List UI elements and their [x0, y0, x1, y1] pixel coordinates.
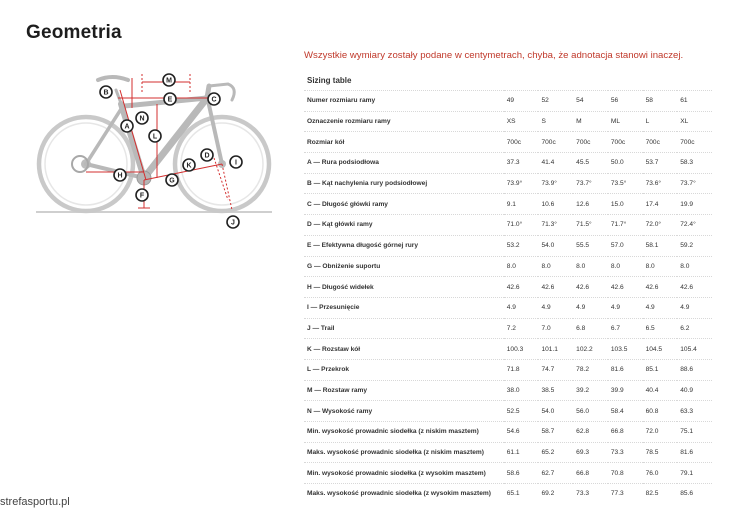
cell-value: 15.0 [608, 194, 643, 215]
cell-value: 8.0 [608, 256, 643, 277]
cell-value: 6.2 [677, 318, 712, 339]
cell-value: 62.8 [573, 422, 608, 443]
cell-value: 63.3 [677, 401, 712, 422]
cell-value: 61.1 [504, 442, 539, 463]
cell-value: 12.6 [573, 194, 608, 215]
cell-value: 81.6 [677, 442, 712, 463]
table-row [304, 380, 712, 401]
cell-value: 73.7° [677, 173, 712, 194]
cell-value: 71.8 [504, 359, 539, 380]
cell-value: 52 [538, 91, 573, 112]
cell-value: 49 [504, 91, 539, 112]
marker-e [164, 93, 176, 105]
table-row [304, 297, 712, 318]
svg-text:F: F [139, 192, 145, 200]
cell-value: 58.6 [504, 463, 539, 484]
cell-value: 104.5 [643, 339, 678, 360]
cell-value: 6.7 [608, 318, 643, 339]
cell-value: 71.7° [608, 215, 643, 236]
cell-value: 77.3 [608, 484, 643, 504]
row-label: D — Kąt główki ramy [304, 215, 504, 236]
cell-value: 8.0 [504, 256, 539, 277]
svg-text:J: J [231, 219, 235, 227]
cell-value: 73.3 [608, 442, 643, 463]
row-label: L — Przekrok [304, 359, 504, 380]
table-row [304, 153, 712, 174]
marker-b [100, 86, 112, 98]
svg-text:A: A [124, 123, 130, 131]
cell-value: 9.1 [504, 194, 539, 215]
row-label: Min. wysokość prowadnic siodełka (z wysokim masztem) [304, 463, 504, 484]
cell-value: 39.9 [608, 380, 643, 401]
cell-value: 42.6 [538, 277, 573, 298]
cell-value: 58.3 [677, 153, 712, 174]
cell-value: 52.5 [504, 401, 539, 422]
cell-value: 7.2 [504, 318, 539, 339]
svg-text:K: K [186, 162, 192, 170]
marker-m [163, 74, 175, 86]
marker-a [121, 120, 133, 132]
cell-value: 58.4 [608, 401, 643, 422]
cell-value: 78.5 [643, 442, 678, 463]
cell-value: 73.5° [608, 173, 643, 194]
row-label: Rozmiar kół [304, 132, 504, 153]
row-label: Numer rozmiaru ramy [304, 91, 504, 112]
table-row [304, 339, 712, 360]
marker-d [201, 149, 213, 161]
cell-value: 4.9 [677, 297, 712, 318]
cell-value: 85.6 [677, 484, 712, 504]
cell-value: 6.8 [573, 318, 608, 339]
table-row [304, 91, 712, 112]
cell-value: 40.9 [677, 380, 712, 401]
cell-value: 10.6 [538, 194, 573, 215]
sizing-table [304, 70, 712, 504]
cell-value: 81.6 [608, 359, 643, 380]
cell-value: 59.2 [677, 235, 712, 256]
cell-value: 101.1 [538, 339, 573, 360]
cell-value: 700c [538, 132, 573, 153]
table-row [304, 235, 712, 256]
row-label: Maks. wysokość prowadnic siodełka (z wysokim masztem) [304, 484, 504, 504]
cell-value: 82.5 [643, 484, 678, 504]
cell-value: 4.9 [538, 297, 573, 318]
cell-value: 42.6 [677, 277, 712, 298]
cell-value: 40.4 [643, 380, 678, 401]
cell-value: 74.7 [538, 359, 573, 380]
cell-value: 42.6 [608, 277, 643, 298]
cell-value: 4.9 [643, 297, 678, 318]
cell-value: 700c [573, 132, 608, 153]
cell-value: 54 [573, 91, 608, 112]
row-label: M — Rozstaw ramy [304, 380, 504, 401]
cell-value: 66.8 [608, 422, 643, 443]
cell-value: 61 [677, 91, 712, 112]
row-label: J — Trail [304, 318, 504, 339]
cell-value: 7.0 [538, 318, 573, 339]
cell-value: S [538, 111, 573, 132]
cell-value: 54.6 [504, 422, 539, 443]
cell-value: 73.9° [538, 173, 573, 194]
cell-value: 103.5 [608, 339, 643, 360]
row-label: B — Kąt nachylenia rury podsiodłowej [304, 173, 504, 194]
cell-value: 69.3 [573, 442, 608, 463]
marker-f [136, 189, 148, 201]
cell-value: 4.9 [573, 297, 608, 318]
bike-geometry-diagram [32, 68, 278, 238]
row-label: E — Efektywna długość górnej rury [304, 235, 504, 256]
cell-value: 4.9 [608, 297, 643, 318]
cell-value: 4.9 [504, 297, 539, 318]
cell-value: 700c [608, 132, 643, 153]
cell-value: 88.6 [677, 359, 712, 380]
svg-text:H: H [117, 172, 123, 180]
svg-text:E: E [167, 96, 173, 104]
table-row [304, 256, 712, 277]
footer-watermark: strefasportu.pl [0, 496, 70, 508]
cell-value: 73.3 [573, 484, 608, 504]
cell-value: 53.7 [643, 153, 678, 174]
marker-i [230, 156, 242, 168]
cell-value: 700c [677, 132, 712, 153]
cell-value: 102.2 [573, 339, 608, 360]
cell-value: 57.0 [608, 235, 643, 256]
cell-value: 75.1 [677, 422, 712, 443]
cell-value: 53.2 [504, 235, 539, 256]
table-row [304, 277, 712, 298]
cell-value: 62.7 [538, 463, 573, 484]
cell-value: ML [608, 111, 643, 132]
units-note: Wszystkie wymiary zostały podane w centymetrach, chyba, że adnotacja stanowi inaczej. [304, 50, 684, 61]
cell-value: 105.4 [677, 339, 712, 360]
table-row [304, 401, 712, 422]
cell-value: 38.5 [538, 380, 573, 401]
cell-value: 72.0 [643, 422, 678, 443]
marker-g [166, 174, 178, 186]
table-caption-row [304, 70, 712, 91]
row-label: G — Obniżenie suportu [304, 256, 504, 277]
cell-value: 700c [504, 132, 539, 153]
cell-value: 71.5° [573, 215, 608, 236]
cell-value: 37.3 [504, 153, 539, 174]
row-label: C — Długość główki ramy [304, 194, 504, 215]
cell-value: 58.1 [643, 235, 678, 256]
cell-value: 58.7 [538, 422, 573, 443]
table-caption: Sizing table [307, 75, 352, 85]
marker-k [183, 159, 195, 171]
row-label: A — Rura podsiodłowa [304, 153, 504, 174]
marker-h [114, 169, 126, 181]
cell-value: 100.3 [504, 339, 539, 360]
table-row [304, 484, 712, 504]
cell-value: 56 [608, 91, 643, 112]
cell-value: 69.2 [538, 484, 573, 504]
cell-value: M [573, 111, 608, 132]
row-label: K — Rozstaw kół [304, 339, 504, 360]
cell-value: 78.2 [573, 359, 608, 380]
cell-value: 66.8 [573, 463, 608, 484]
table-row [304, 173, 712, 194]
marker-c [208, 93, 220, 105]
marker-n [136, 112, 148, 124]
cell-value: 72.0° [643, 215, 678, 236]
cell-value: 60.8 [643, 401, 678, 422]
svg-text:L: L [152, 133, 158, 141]
cell-value: 73.9° [504, 173, 539, 194]
cell-value: 65.2 [538, 442, 573, 463]
cell-value: 42.6 [573, 277, 608, 298]
cell-value: 8.0 [677, 256, 712, 277]
cell-value: 50.0 [608, 153, 643, 174]
table-row [304, 194, 712, 215]
marker-j [227, 216, 239, 228]
cell-value: 54.0 [538, 401, 573, 422]
cell-value: 65.1 [504, 484, 539, 504]
cell-value: 79.1 [677, 463, 712, 484]
svg-text:D: D [204, 152, 210, 160]
row-label: Min. wysokość prowadnic siodełka (z niskim masztem) [304, 422, 504, 443]
cell-value: 39.2 [573, 380, 608, 401]
cell-value: 8.0 [538, 256, 573, 277]
cell-value: 56.0 [573, 401, 608, 422]
row-label: Oznaczenie rozmiaru ramy [304, 111, 504, 132]
svg-text:M: M [166, 77, 172, 85]
cell-value: L [643, 111, 678, 132]
table-row [304, 132, 712, 153]
cell-value: 58 [643, 91, 678, 112]
cell-value: 6.5 [643, 318, 678, 339]
cell-value: 42.6 [643, 277, 678, 298]
svg-text:C: C [211, 96, 217, 104]
cell-value: 8.0 [643, 256, 678, 277]
cell-value: 17.4 [643, 194, 678, 215]
svg-text:G: G [169, 177, 175, 185]
cell-value: XL [677, 111, 712, 132]
cell-value: 42.6 [504, 277, 539, 298]
cell-value: 73.7° [573, 173, 608, 194]
row-label: Maks. wysokość prowadnic siodełka (z niskim masztem) [304, 442, 504, 463]
cell-value: 45.5 [573, 153, 608, 174]
cell-value: 72.4° [677, 215, 712, 236]
page-title: Geometria [26, 22, 122, 43]
cell-value: 76.0 [643, 463, 678, 484]
cell-value: 85.1 [643, 359, 678, 380]
table-row [304, 111, 712, 132]
table-row [304, 442, 712, 463]
row-label: H — Długość widełek [304, 277, 504, 298]
svg-text:N: N [139, 115, 145, 123]
table-row [304, 359, 712, 380]
cell-value: 8.0 [573, 256, 608, 277]
cell-value: 700c [643, 132, 678, 153]
svg-text:B: B [103, 89, 109, 97]
cell-value: 54.0 [538, 235, 573, 256]
table-row [304, 215, 712, 236]
cell-value: 71.3° [538, 215, 573, 236]
svg-text:I: I [235, 159, 237, 167]
table-row [304, 422, 712, 443]
cell-value: XS [504, 111, 539, 132]
table-row [304, 318, 712, 339]
row-label: I — Przesunięcie [304, 297, 504, 318]
row-label: N — Wysokość ramy [304, 401, 504, 422]
cell-value: 55.5 [573, 235, 608, 256]
cell-value: 73.6° [643, 173, 678, 194]
cell-value: 41.4 [538, 153, 573, 174]
marker-l [149, 130, 161, 142]
cell-value: 70.8 [608, 463, 643, 484]
table-row [304, 463, 712, 484]
cell-value: 71.0° [504, 215, 539, 236]
cell-value: 19.9 [677, 194, 712, 215]
cell-value: 38.0 [504, 380, 539, 401]
